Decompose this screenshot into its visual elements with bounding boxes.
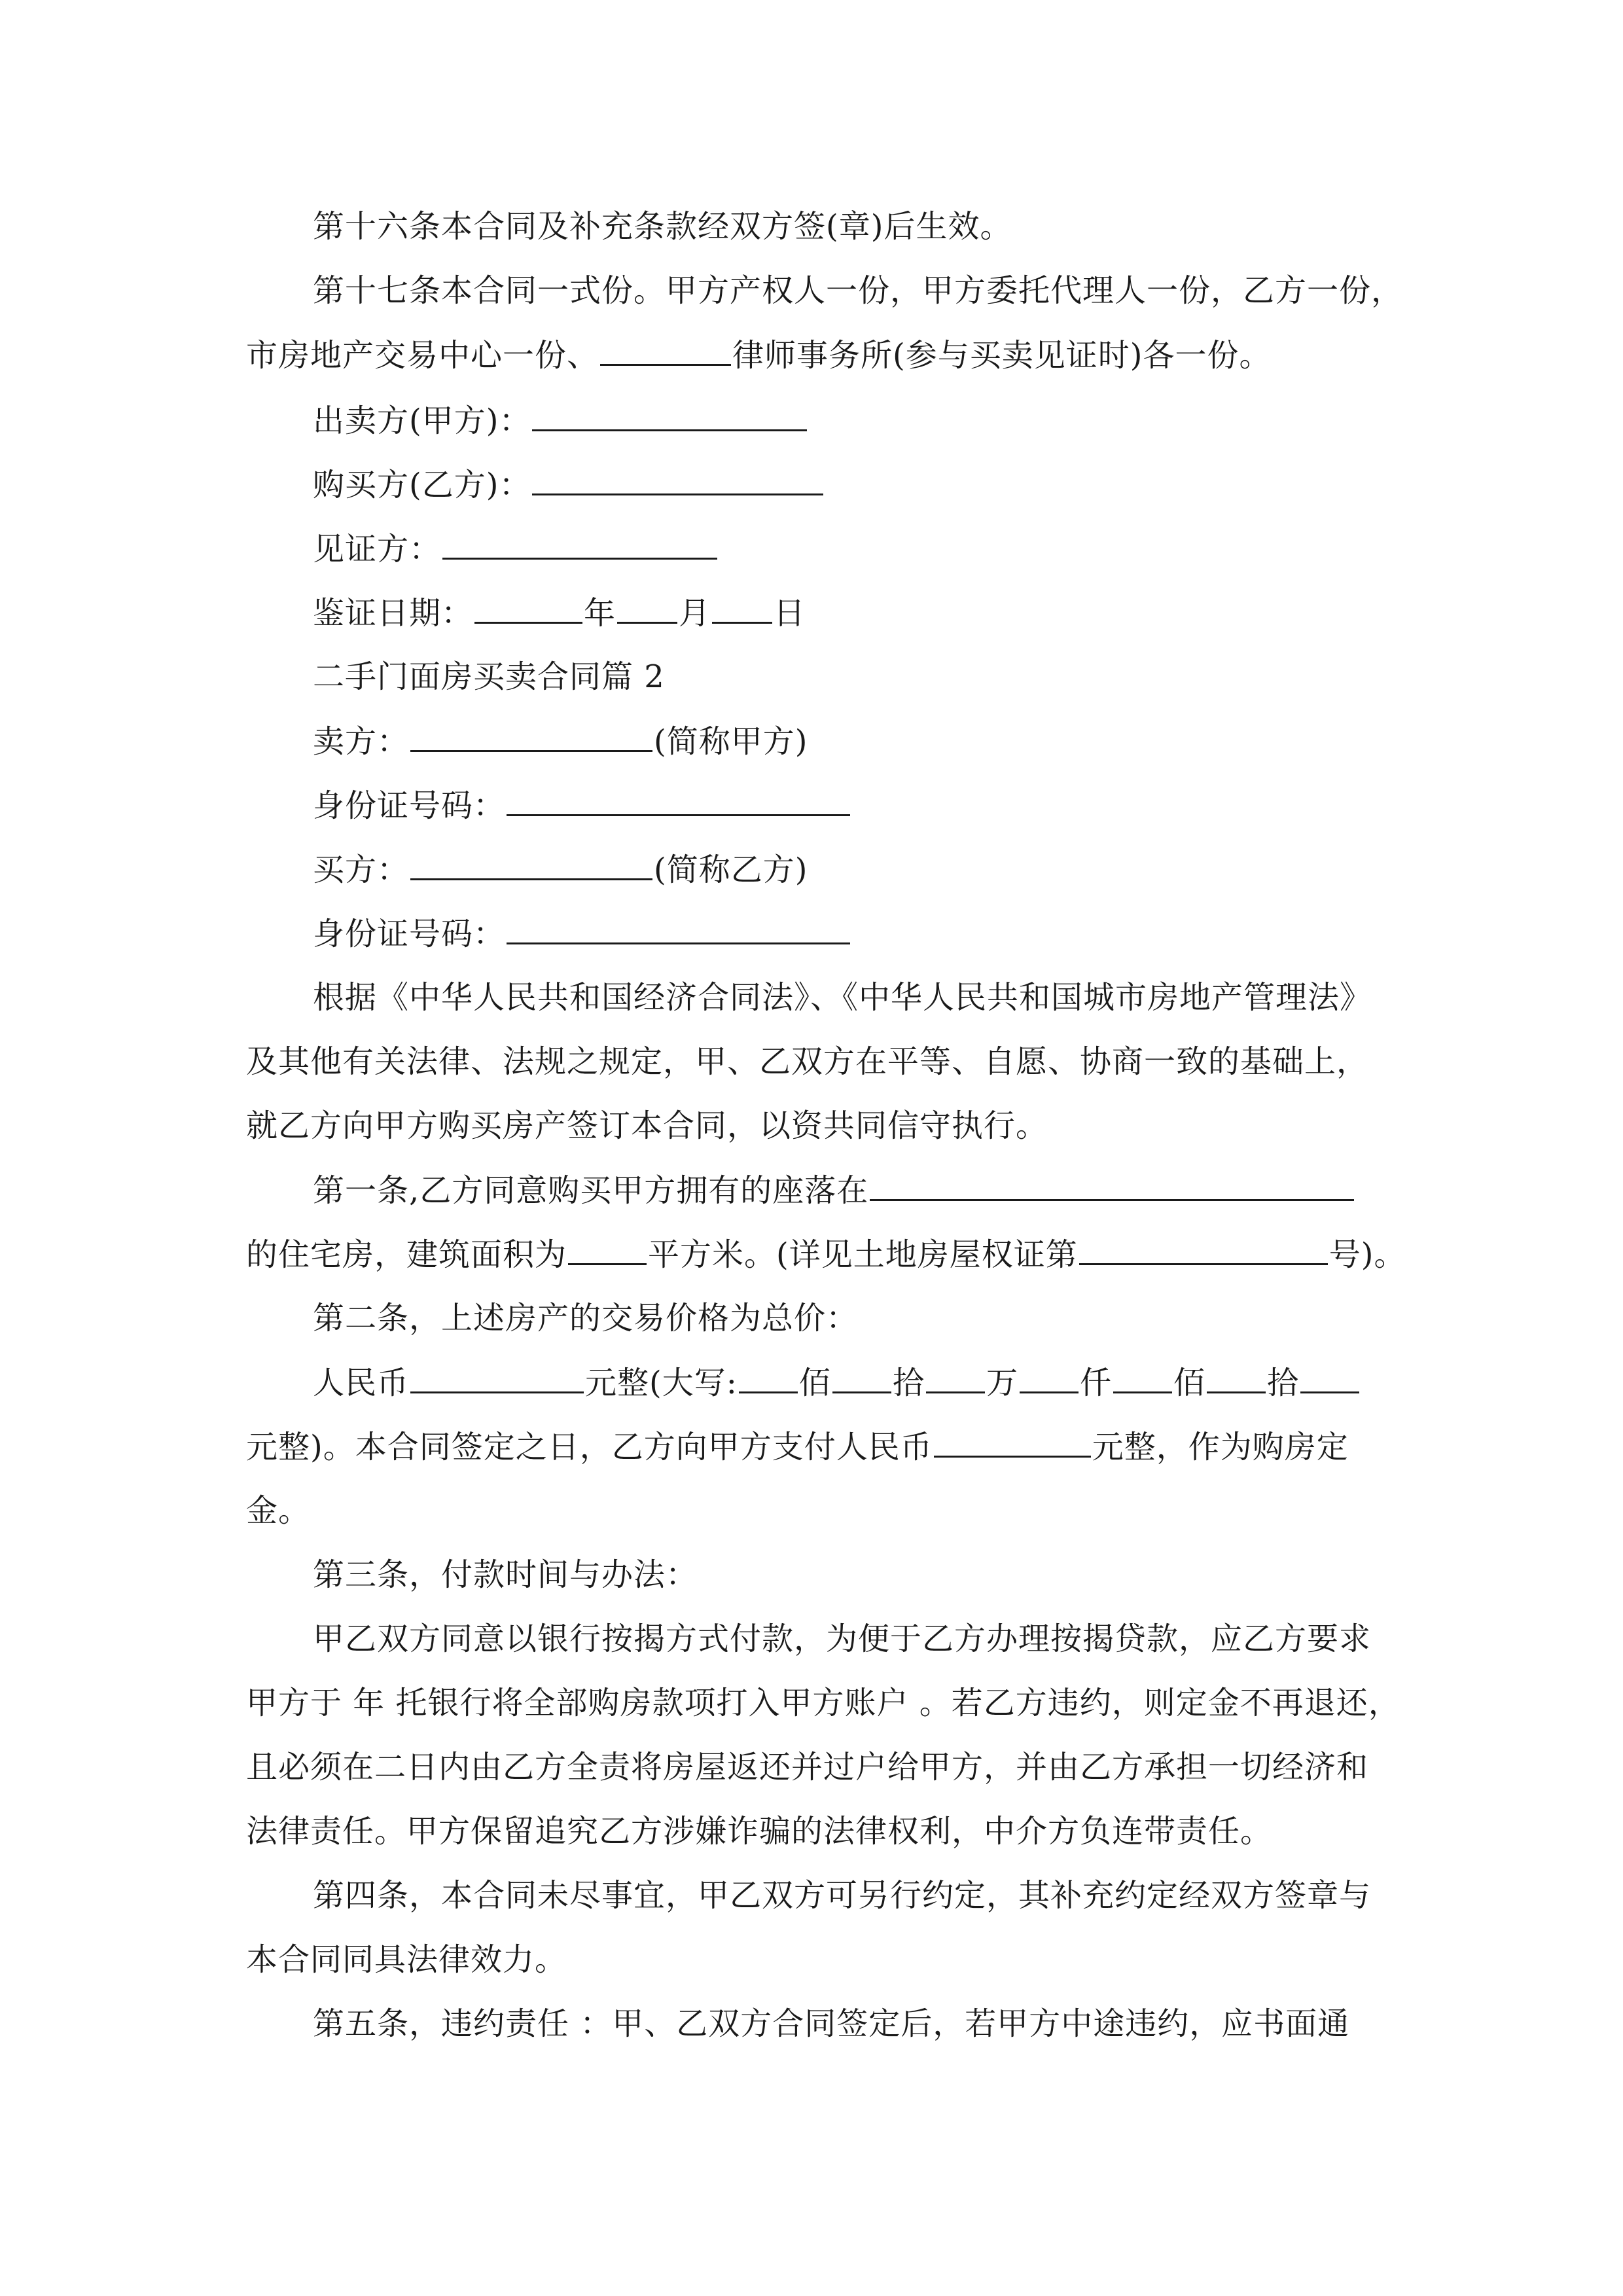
property-location-blank[interactable] — [870, 1170, 1354, 1201]
preamble-line-3: 就乙方向甲方购买房产签订本合同，以资共同信守执行。 — [246, 1107, 1048, 1144]
verification-date-line: 鉴证日期： 年 月 日 — [313, 593, 806, 632]
price-numeric-blank[interactable] — [410, 1363, 584, 1393]
price-blank-1[interactable] — [739, 1363, 798, 1393]
article-1-line-1: 第一条,乙方同意购买甲方拥有的座落在 — [313, 1170, 1355, 1210]
article-3-line-1: 甲乙双方同意以银行按揭方式付款，为便于乙方办理按揭贷款，应乙方要求 — [313, 1621, 1372, 1657]
certificate-number-blank[interactable] — [1079, 1234, 1328, 1265]
article-4-line-2: 本合同同具法律效力。 — [246, 1941, 567, 1978]
seller-id-line: 身份证号码： — [313, 785, 851, 825]
article-1-line-2: 的住宅房，建筑面积为 平方米。(详见土地房屋权证第 号)。 — [246, 1234, 1406, 1274]
day-blank[interactable] — [712, 593, 772, 624]
price-blank-6[interactable] — [1207, 1363, 1266, 1393]
article-4-line-1: 第四条，本合同未尽事宜，甲乙双方可另行约定，其补充约定经双方签章与 — [313, 1877, 1372, 1914]
price-blank-2[interactable] — [832, 1363, 891, 1393]
buyer-id-blank[interactable] — [507, 914, 850, 944]
buyer-line: 买方： (简称乙方) — [313, 850, 808, 889]
article-3-heading: 第三条，付款时间与办法： — [313, 1556, 698, 1593]
seller-line: 卖方： (简称甲方) — [313, 721, 808, 761]
area-blank[interactable] — [568, 1234, 647, 1265]
price-blank-7[interactable] — [1300, 1363, 1359, 1393]
buyer-signature-line: 购买方(乙方)： — [313, 465, 825, 504]
article-3-line-2: 甲方于 年 托银行将全部购房款项打入甲方账户 。若乙方违约，则定金不再退还， — [246, 1685, 1400, 1721]
article-3-line-4: 法律责任。甲方保留追究乙方涉嫌诈骗的法律权利，中介方负连带责任。 — [246, 1813, 1273, 1850]
price-blank-5[interactable] — [1113, 1363, 1172, 1393]
clause-17-line-1: 第十七条本合同一式份。甲方产权人一份，甲方委托代理人一份，乙方一份， — [313, 272, 1404, 309]
witness-blank[interactable] — [442, 529, 717, 560]
preamble-line-1: 根据《中华人民共和国经济合同法》、《中华人民共和国城市房地产管理法》 — [313, 979, 1372, 1016]
seller-blank[interactable] — [532, 401, 807, 431]
article-5-line-1: 第五条，违约责任 ：甲、乙双方合同签定后，若甲方中途违约，应书面通 — [313, 2005, 1350, 2042]
buyer-blank[interactable] — [532, 465, 823, 495]
article-2-line-1: 第二条，上述房产的交易价格为总价： — [313, 1300, 859, 1336]
clause-17-line-2: 市房地产交易中心一份、 律师事务所(参与买卖见证时)各一份。 — [246, 335, 1271, 374]
article-2-line-4: 金。 — [246, 1492, 311, 1529]
section-heading: 二手门面房买卖合同篇 2 — [313, 658, 665, 695]
article-2-line-3: 元整)。本合同签定之日，乙方向甲方支付人民币 元整，作为购房定 — [246, 1427, 1349, 1466]
article-3-line-3: 且必须在二日内由乙方全责将房屋返还并过户给甲方，并由乙方承担一切经济和 — [246, 1749, 1369, 1785]
law-firm-blank[interactable] — [600, 335, 731, 366]
month-blank[interactable] — [617, 593, 677, 624]
deposit-blank[interactable] — [934, 1427, 1091, 1458]
seller-id-blank[interactable] — [507, 785, 850, 816]
article-2-line-2: 人民币 元整(大写: 佰 拾 万 仟 佰 拾 — [313, 1363, 1361, 1402]
seller-signature-line: 出卖方(甲方)： — [313, 401, 808, 440]
year-blank[interactable] — [474, 593, 582, 624]
buyer-id-line: 身份证号码： — [313, 914, 851, 953]
price-blank-4[interactable] — [1020, 1363, 1079, 1393]
price-blank-3[interactable] — [926, 1363, 985, 1393]
buyer-name-blank[interactable] — [410, 850, 652, 880]
witness-line: 见证方： — [313, 529, 719, 568]
seller-name-blank[interactable] — [410, 721, 652, 752]
preamble-line-2: 及其他有关法律、法规之规定，甲、乙双方在平等、自愿、协商一致的基础上， — [246, 1043, 1369, 1080]
clause-16: 第十六条本合同及补充条款经双方签(章)后生效。 — [313, 208, 1012, 245]
